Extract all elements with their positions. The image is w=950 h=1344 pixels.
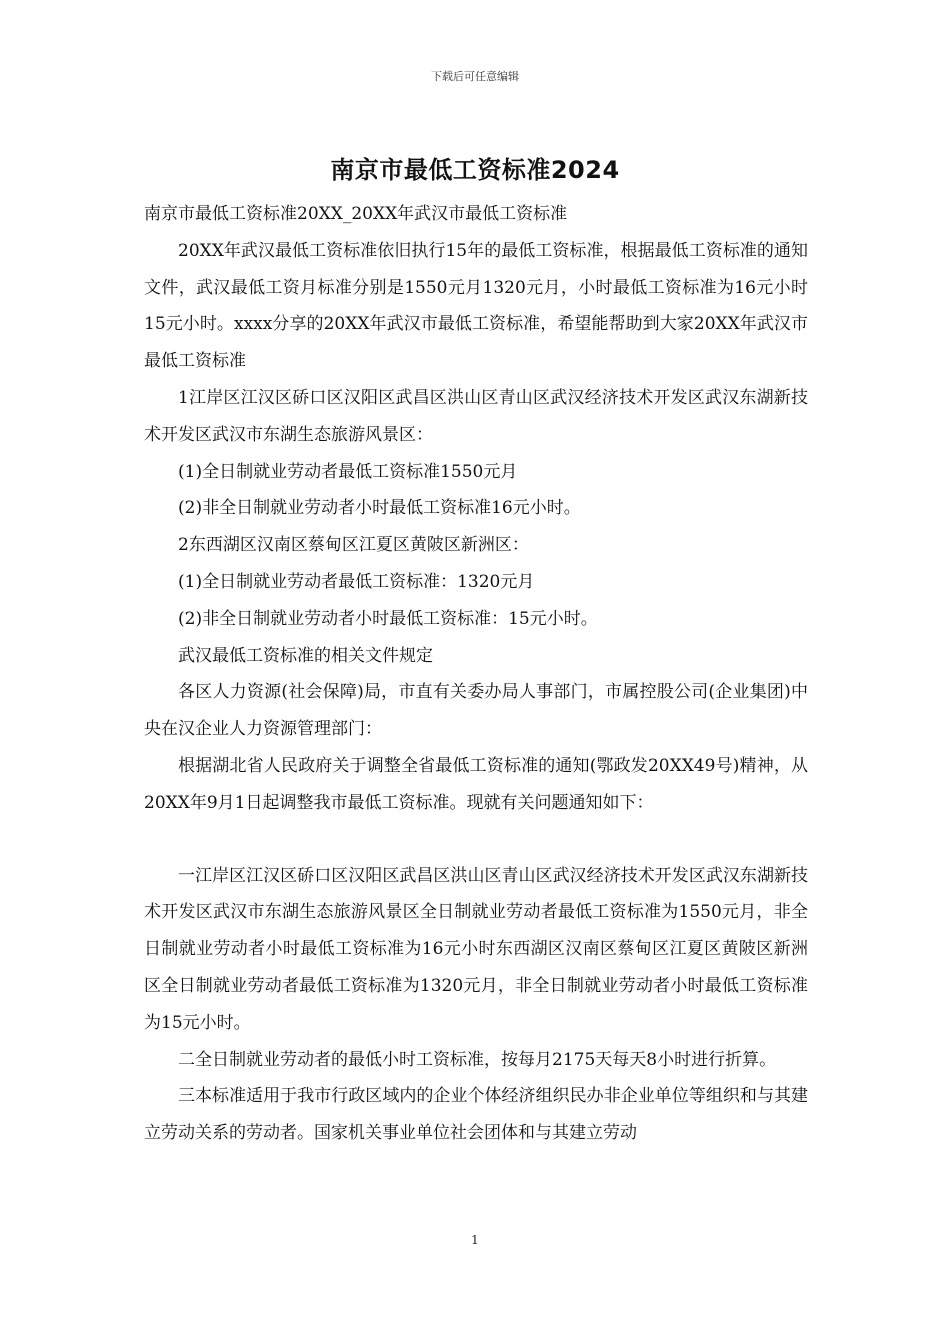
- paragraph-heading: 武汉最低工资标准的相关文件规定: [178, 645, 433, 666]
- paragraph: 一江岸区江汉区硚口区汉阳区武昌区洪山区青山区武汉经济技术开发区武汉东湖新技术开发区武汉市东湖生态旅游风景区全日制就业劳动者最低工资标准为1550元月，非全日制就业劳动者小时最低工资标准为16元小时东西湖区汉南区蔡甸区江夏区黄陂区新洲区全日制就业劳动者最低工资标准为1320元月，非全日制就业劳动者小时最低工资标准为15元小时。: [144, 865, 808, 1033]
- paragraph: 2东西湖区汉南区蔡甸区江夏区黄陂区新洲区：: [178, 535, 529, 556]
- header-note: 下载后可任意编辑: [431, 70, 519, 83]
- paragraph: 二全日制就业劳动者的最低小时工资标准，按每月2175天每天8小时进行折算。: [178, 1049, 777, 1070]
- paragraph: (1)全日制就业劳动者最低工资标准：1320元月: [178, 571, 535, 592]
- paragraph: (2)非全日制就业劳动者小时最低工资标准：15元小时。: [178, 608, 598, 629]
- paragraph: (2)非全日制就业劳动者小时最低工资标准16元小时。: [178, 498, 581, 519]
- document-body: [144, 196, 808, 1152]
- paragraph-subtitle: 南京市最低工资标准20XX_20XX年武汉市最低工资标准: [144, 204, 568, 224]
- paragraph: (1)全日制就业劳动者最低工资标准1550元月: [178, 461, 518, 482]
- paragraph: 各区人力资源(社会保障)局，市直有关委办局人事部门，市属控股公司(企业集团)中央在汉企业人力资源管理部门：: [144, 682, 808, 740]
- paragraph: 三本标准适用于我市行政区域内的企业个体经济组织民办非企业单位等组织和与其建立劳动关系的劳动者。国家机关事业单位社会团体和与其建立劳动: [144, 1086, 808, 1144]
- document-title: 南京市最低工资标准2024: [330, 156, 620, 184]
- paragraph: 1江岸区江汉区硚口区汉阳区武昌区洪山区青山区武汉经济技术开发区武汉东湖新技术开发区武汉市东湖生态旅游风景区：: [144, 387, 808, 445]
- paragraph: 20XX年武汉最低工资标准依旧执行15年的最低工资标准，根据最低工资标准的通知文件，武汉最低工资月标准分别是1550元月1320元月，小时最低工资标准为16元小时15元小时。xxxx分享的20XX年武汉市最低工资标准，希望能帮助到大家20XX年武汉市最低工资标准: [144, 240, 808, 372]
- paragraph: 根据湖北省人民政府关于调整全省最低工资标准的通知(鄂政发20XX49号)精神，从20XX年9月1日起调整我市最低工资标准。现就有关问题通知如下：: [144, 755, 808, 813]
- page-number: 1: [471, 1233, 479, 1247]
